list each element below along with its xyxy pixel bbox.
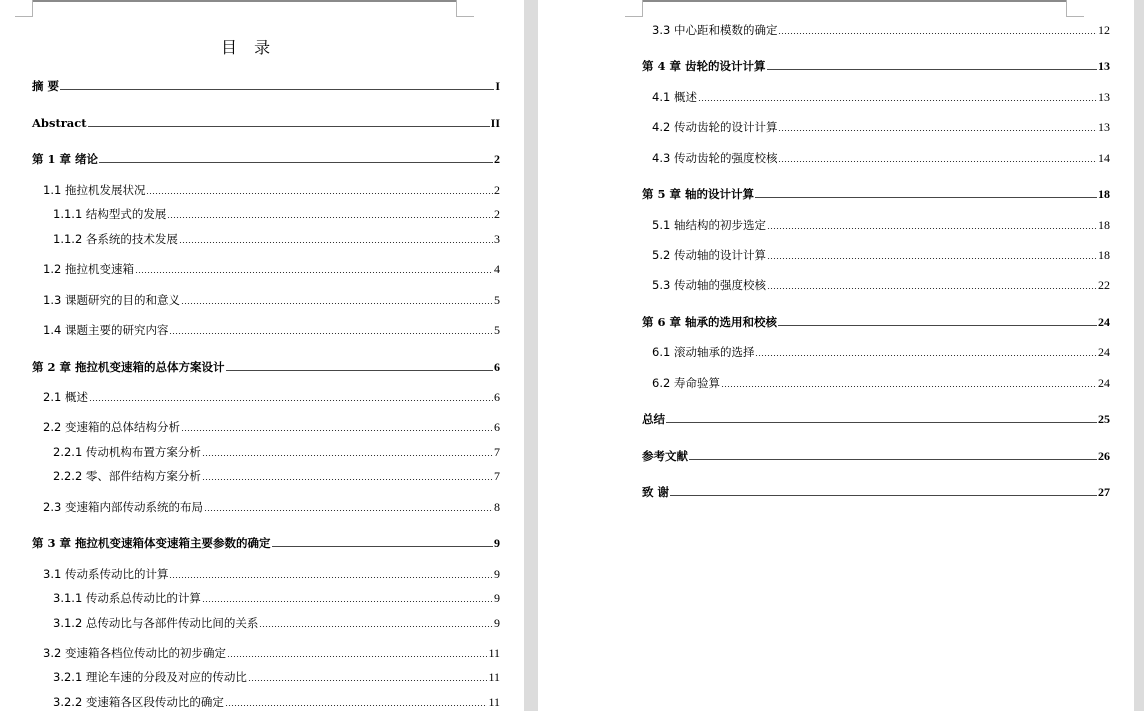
- dot-leader: [767, 258, 1097, 259]
- dot-leader: [179, 242, 493, 243]
- crop-mark-left: [642, 0, 643, 17]
- toc-entry[interactable]: 2.2.1 传动机构布置方案分析 7: [53, 445, 500, 459]
- dot-leader: [755, 355, 1097, 356]
- toc-entry[interactable]: 第 4 章 齿轮的设计计算 13: [642, 59, 1110, 73]
- dot-leader: [88, 126, 490, 127]
- dot-leader: [146, 193, 493, 194]
- dot-leader: [689, 459, 1097, 460]
- toc-entry[interactable]: 1.3 课题研究的目的和意义 5: [43, 293, 500, 307]
- crop-mark-left-h: [625, 16, 643, 17]
- page-1-top-edge: [32, 0, 457, 2]
- dot-leader: [202, 479, 493, 480]
- crop-mark-right: [456, 0, 457, 17]
- toc-entry[interactable]: 第 5 章 轴的设计计算 18: [642, 187, 1110, 201]
- toc-entry[interactable]: 摘 要 I: [32, 79, 500, 93]
- dot-leader: [225, 705, 488, 706]
- toc-entry[interactable]: 第 3 章 拖拉机变速箱体变速箱主要参数的确定 9: [32, 536, 500, 550]
- toc-entry[interactable]: 3.1 传动系传动比的计算 9: [43, 567, 500, 581]
- dot-leader: [135, 272, 493, 273]
- dot-leader: [89, 400, 493, 401]
- dot-leader: [778, 33, 1097, 34]
- dot-leader: [670, 495, 1097, 496]
- toc-entry[interactable]: 总结 25: [642, 412, 1110, 426]
- dot-leader: [755, 197, 1097, 198]
- toc-entry[interactable]: 致 谢 27: [642, 485, 1110, 499]
- dot-leader: [778, 325, 1097, 326]
- dot-leader: [202, 455, 493, 456]
- dot-leader: [202, 601, 493, 602]
- toc-entry[interactable]: 5.3 传动轴的强度校核 22: [652, 278, 1110, 292]
- toc-entry[interactable]: 3.1.2 总传动比与各部件传动比间的关系 9: [53, 616, 500, 630]
- dot-leader: [767, 228, 1097, 229]
- dot-leader: [204, 510, 493, 511]
- toc-entry[interactable]: 3.2.2 变速箱各区段传动比的确定 11: [53, 695, 500, 709]
- dot-leader: [778, 161, 1097, 162]
- toc-entry[interactable]: 2.3 变速箱内部传动系统的布局 8: [43, 500, 500, 514]
- toc-entry[interactable]: 2.2.2 零、部件结构方案分析 7: [53, 469, 500, 483]
- dot-leader: [721, 386, 1097, 387]
- dot-leader: [666, 422, 1097, 423]
- dot-leader: [227, 656, 487, 657]
- dot-leader: [778, 130, 1097, 131]
- toc-entry[interactable]: 1.1.2 各系统的技术发展 3: [53, 232, 500, 246]
- dot-leader: [169, 333, 493, 334]
- crop-mark-left-h: [15, 16, 33, 17]
- crop-mark-left: [32, 0, 33, 17]
- dot-leader: [169, 577, 493, 578]
- dot-leader: [698, 100, 1097, 101]
- crop-mark-right: [1066, 0, 1067, 17]
- toc-entry[interactable]: 5.2 传动轴的设计计算 18: [652, 248, 1110, 262]
- toc-title: 目 录: [221, 38, 277, 57]
- dot-leader: [99, 162, 493, 163]
- right-margin-gutter: [1134, 0, 1144, 711]
- page-2-top-edge: [642, 0, 1067, 2]
- toc-entry[interactable]: 3.1.1 传动系总传动比的计算 9: [53, 591, 500, 605]
- page-gutter: [524, 0, 538, 711]
- toc-entry[interactable]: 6.1 滚动轴承的选择 24: [652, 345, 1110, 359]
- dot-leader: [248, 680, 488, 681]
- crop-mark-right-h: [1066, 16, 1084, 17]
- toc-entry[interactable]: 第 2 章 拖拉机变速箱的总体方案设计 6: [32, 360, 500, 374]
- crop-mark-right-h: [456, 16, 474, 17]
- toc-entry[interactable]: 4.1 概述 13: [652, 90, 1110, 104]
- toc-entry[interactable]: 3.2 变速箱各档位传动比的初步确定 11: [43, 646, 500, 660]
- toc-entry[interactable]: 第 1 章 绪论 2: [32, 152, 500, 166]
- toc-entry[interactable]: 3.3 中心距和模数的确定 12: [652, 23, 1110, 37]
- toc-entry[interactable]: 1.1 拖拉机发展状况 2: [43, 183, 500, 197]
- toc-entry[interactable]: 1.4 课题主要的研究内容 5: [43, 323, 500, 337]
- dot-leader: [259, 626, 493, 627]
- toc-entry[interactable]: Abstract II: [32, 116, 500, 130]
- dot-leader: [181, 430, 493, 431]
- toc-entry[interactable]: 第 6 章 轴承的选用和校核 24: [642, 315, 1110, 329]
- toc-entry[interactable]: 1.1.1 结构型式的发展 2: [53, 207, 500, 221]
- dot-leader: [181, 303, 493, 304]
- toc-entry[interactable]: 2.1 概述 6: [43, 390, 500, 404]
- dot-leader: [60, 89, 494, 90]
- toc-entry[interactable]: 1.2 拖拉机变速箱 4: [43, 262, 500, 276]
- dot-leader: [167, 217, 493, 218]
- toc-entry[interactable]: 2.2 变速箱的总体结构分析 6: [43, 420, 500, 434]
- toc-entry[interactable]: 3.2.1 理论车速的分段及对应的传动比 11: [53, 670, 500, 684]
- toc-entry[interactable]: 6.2 寿命验算 24: [652, 376, 1110, 390]
- dot-leader: [272, 546, 493, 547]
- dot-leader: [767, 288, 1097, 289]
- toc-entry[interactable]: 4.2 传动齿轮的设计计算 13: [652, 120, 1110, 134]
- toc-entry[interactable]: 4.3 传动齿轮的强度校核 14: [652, 151, 1110, 165]
- toc-entry[interactable]: 参考文献 26: [642, 449, 1110, 463]
- dot-leader: [226, 370, 493, 371]
- dot-leader: [767, 69, 1097, 70]
- toc-entry[interactable]: 5.1 轴结构的初步选定 18: [652, 218, 1110, 232]
